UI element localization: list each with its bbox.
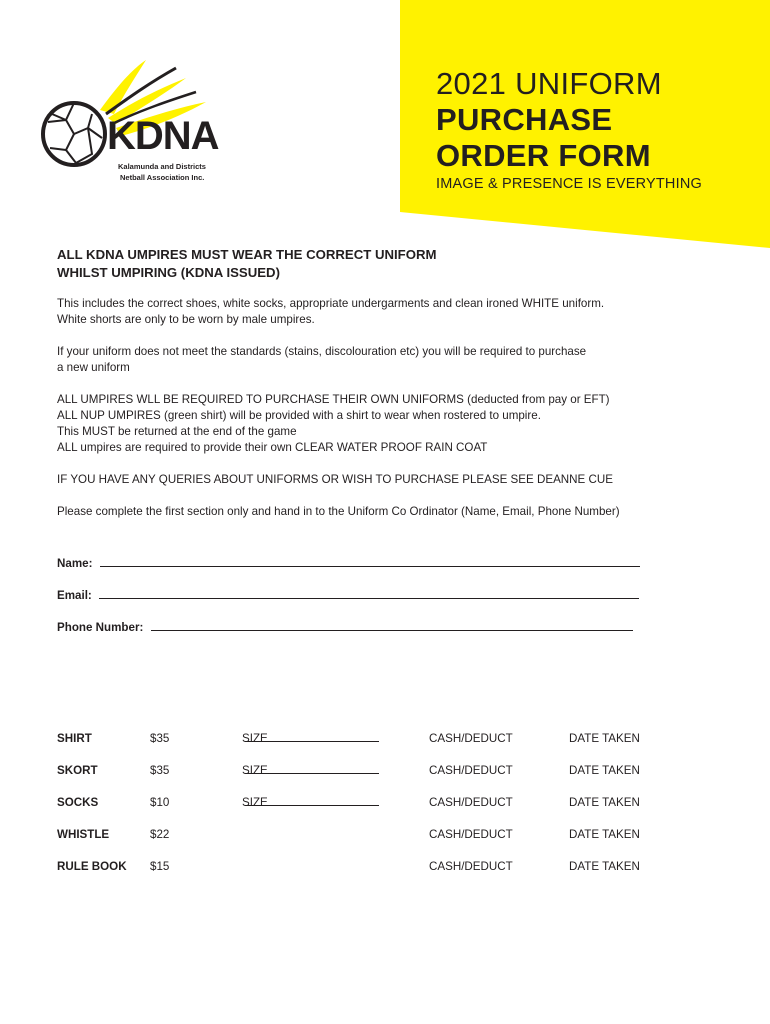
instructions [57,246,737,520]
para3-line4: ALL umpires are required to provide their own CLEAR WATER PROOF RAIN COAT [57,441,488,454]
item-name: RULE BOOK [57,860,127,873]
item-size-label: SIZE [242,764,268,777]
page-title [436,66,756,174]
name-input-line[interactable] [100,556,640,567]
title-line1: 2021 UNIFORM [436,66,662,101]
item-name: SHIRT [57,732,92,745]
para4: IF YOU HAVE ANY QUERIES ABOUT UNIFORMS OR WISH TO PURCHASE PLEASE SEE DEANNE CUE [57,473,613,486]
logo-wordmark: KDNA [107,114,219,158]
logo-subtitle-line1: Kalamunda and Districts [118,162,206,171]
item-price: $35 [150,732,170,745]
heading-line2: WHILST UMPIRING (KDNA ISSUED) [57,265,280,280]
item-row-skort [57,764,697,784]
item-date-taken: DATE TAKEN [569,732,640,745]
item-cash-deduct: CASH/DEDUCT [429,828,513,841]
name-label: Name: [57,557,93,570]
size-input-line[interactable] [245,796,379,806]
heading-line1: ALL KDNA UMPIRES MUST WEAR THE CORRECT UNIFORM [57,247,437,262]
para3-line3: This MUST be returned at the end of the game [57,425,297,438]
item-cash-deduct: CASH/DEDUCT [429,764,513,777]
phone-input-line[interactable] [151,620,633,631]
item-date-taken: DATE TAKEN [569,828,640,841]
para1-line1: This includes the correct shoes, white socks, appropriate undergarments and clean ironed WHITE uniform. [57,297,605,310]
item-cash-deduct: CASH/DEDUCT [429,860,513,873]
para2-line2: a new uniform [57,361,130,374]
name-field[interactable] [57,556,640,570]
item-size-label: SIZE [242,796,268,809]
para2-line1: If your uniform does not meet the standards (stains, discolouration etc) you will be required to purchase [57,345,587,358]
item-name: SOCKS [57,796,99,809]
email-input-line[interactable] [99,588,639,599]
para3-line1: ALL UMPIRES WLL BE REQUIRED TO PURCHASE THEIR OWN UNIFORMS (deducted from pay or EFT) [57,393,610,406]
item-row-shirt [57,732,697,752]
para5: Please complete the first section only and hand in to the Uniform Co Ordinator (Name, Email, Phone Number) [57,505,620,518]
item-date-taken: DATE TAKEN [569,764,640,777]
item-row-rule-book [57,860,697,880]
logo-subtitle [118,161,206,183]
phone-field[interactable] [57,620,633,634]
item-price: $15 [150,860,170,873]
item-price: $10 [150,796,170,809]
item-price: $35 [150,764,170,777]
size-input-line[interactable] [245,732,379,742]
para1-line2: White shorts are only to be worn by male umpires. [57,313,315,326]
item-row-socks [57,796,697,816]
para3-line2: ALL NUP UMPIRES (green shirt) will be provided with a shirt to wear when rostered to umpire. [57,409,541,422]
item-size-label: SIZE [242,732,268,745]
logo-subtitle-line2: Netball Association Inc. [120,173,205,182]
item-row-whistle [57,828,697,848]
item-cash-deduct: CASH/DEDUCT [429,732,513,745]
item-cash-deduct: CASH/DEDUCT [429,796,513,809]
title-line3: ORDER FORM [436,138,651,173]
item-date-taken: DATE TAKEN [569,796,640,809]
item-name: WHISTLE [57,828,110,841]
phone-label: Phone Number: [57,621,144,634]
size-input-line[interactable] [245,764,379,774]
email-field[interactable] [57,588,639,602]
item-date-taken: DATE TAKEN [569,860,640,873]
title-line2: PURCHASE [436,102,613,137]
email-label: Email: [57,589,92,602]
item-price: $22 [150,828,170,841]
tagline: IMAGE & PRESENCE IS EVERYTHING [436,176,702,192]
kdna-logo [36,58,236,198]
item-name: SKORT [57,764,98,777]
